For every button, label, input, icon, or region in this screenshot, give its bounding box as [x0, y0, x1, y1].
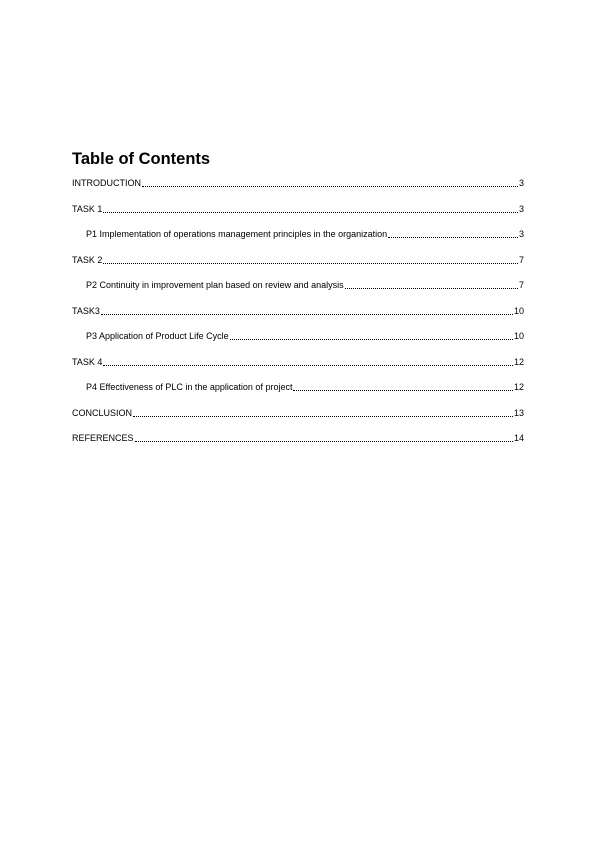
toc-dot-leader [101, 314, 513, 315]
toc-entry-label: P2 Continuity in improvement plan based on review and analysis [86, 280, 344, 290]
toc-entry-label: TASK 2 [72, 254, 103, 265]
toc-dot-leader [293, 390, 513, 391]
toc-entry-label: TASK 4 [72, 356, 103, 367]
toc-entry-task-3[interactable] [72, 291, 524, 317]
toc-dot-leader [230, 339, 513, 340]
toc-entry-page: 3 [518, 178, 524, 188]
toc-entry-label: P1 Implementation of operations management principles in the organization [86, 229, 388, 239]
toc-dot-leader [345, 288, 518, 289]
toc-dot-leader [388, 237, 518, 238]
toc-entry-conclusion[interactable] [72, 393, 524, 419]
table-of-contents [72, 149, 524, 444]
toc-entry-p2[interactable] [72, 266, 524, 292]
toc-dot-leader [103, 365, 513, 366]
toc-entry-label: P3 Application of Product Life Cycle [86, 331, 229, 341]
toc-entry-page: 12 [513, 382, 524, 392]
toc-entry-page: 10 [513, 331, 524, 341]
toc-entry-task-4[interactable] [72, 342, 524, 368]
toc-entry-label: CONCLUSION [72, 407, 133, 418]
toc-entry-page: 13 [513, 407, 524, 418]
toc-entry-task-2[interactable] [72, 240, 524, 266]
toc-entry-label: P4 Effectiveness of PLC in the application of project [86, 382, 293, 392]
toc-entry-references[interactable] [72, 419, 524, 445]
toc-entry-page: 3 [518, 203, 524, 214]
toc-entry-page: 10 [513, 305, 524, 316]
toc-entry-page: 14 [513, 433, 524, 443]
toc-entry-p3[interactable] [72, 317, 524, 343]
toc-title: Table of Contents [72, 150, 211, 168]
toc-entry-page: 7 [518, 280, 524, 290]
toc-entry-label: TASK3 [72, 305, 100, 316]
toc-dot-leader [103, 212, 518, 213]
toc-entry-page: 3 [518, 229, 524, 239]
toc-entry-p1[interactable] [72, 215, 524, 241]
toc-entry-label: REFERENCES [72, 433, 134, 443]
toc-entry-p4[interactable] [72, 368, 524, 394]
toc-dot-leader [135, 441, 513, 442]
toc-dot-leader [142, 186, 518, 187]
toc-entry-task-1[interactable] [72, 189, 524, 215]
toc-entry-introduction[interactable] [72, 177, 524, 189]
toc-entry-label: TASK 1 [72, 203, 103, 214]
toc-entry-label: INTRODUCTION [72, 178, 141, 188]
toc-dot-leader [103, 263, 518, 264]
toc-dot-leader [133, 416, 513, 417]
toc-entries [72, 177, 524, 444]
toc-entry-page: 7 [518, 254, 524, 265]
toc-entry-page: 12 [513, 356, 524, 367]
